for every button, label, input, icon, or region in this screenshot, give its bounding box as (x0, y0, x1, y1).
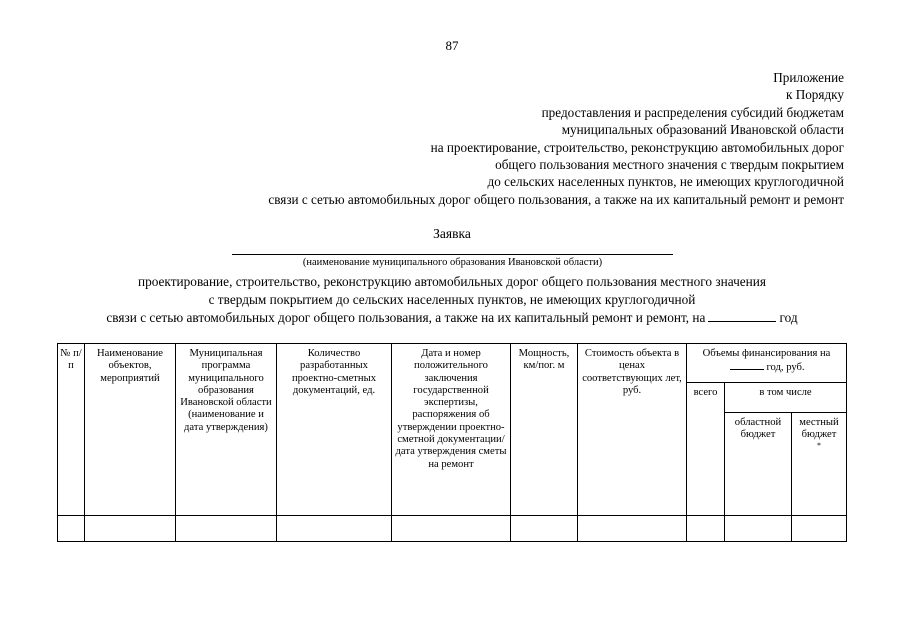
table-cell[interactable] (792, 516, 847, 542)
header-financing-text: Объемы финансирования на (702, 348, 831, 359)
table-cell[interactable] (58, 516, 85, 542)
table-cell[interactable] (176, 516, 277, 542)
table-cell[interactable] (725, 516, 792, 542)
header-regional-budget: областной бюджет (725, 413, 792, 516)
header-local-budget (792, 413, 847, 516)
table-cell[interactable] (277, 516, 392, 542)
subject-line-3-text: связи с сетью автомобильных дорог общего пользования, а также на их капитальный ремонт и ремонт, на (106, 310, 706, 325)
appendix-line: на проектирование, строительство, реконструкцию автомобильных дорог (430, 139, 844, 155)
header-local-budget-text: местный бюджет (799, 417, 839, 441)
appendix-line: общего пользования местного значения с твердым покрытием (495, 157, 844, 173)
subject-line-3 (0, 309, 904, 327)
appendix-line: предоставления и распределения субсидий бюджетам (541, 104, 844, 120)
header-cost: Стоимость объекта в ценах соответствующих лет, руб. (578, 344, 687, 516)
table-cell[interactable] (687, 516, 725, 542)
municipality-name-line[interactable] (232, 254, 673, 255)
appendix-line: муниципальных образований Ивановской области (561, 122, 844, 138)
header-expertise: Дата и номер положительного заключения государственной экспертизы, распоряжения об утверждении проектно-сметной документации/ дата утверждения сметы на ремонт (392, 344, 511, 516)
subject-line-2: с твердым покрытием до сельских населенных пунктов, не имеющих круглогодичной (208, 292, 696, 307)
appendix-line: до сельских населенных пунктов, не имеющих круглогодичной (487, 174, 844, 190)
table-row (58, 516, 847, 542)
header-financing (687, 344, 847, 383)
footnote-mark: * (817, 440, 821, 450)
financing-year-blank[interactable] (730, 360, 764, 370)
header-capacity: Мощность, км/пог. м (511, 344, 578, 516)
header-docs-count: Количество разработанных проектно-сметных документаций, ед. (277, 344, 392, 516)
appendix-line: к Порядку (785, 87, 844, 103)
form-title: Заявка (433, 226, 471, 241)
table-cell[interactable] (578, 516, 687, 542)
table-cell[interactable] (392, 516, 511, 542)
appendix-header (268, 69, 844, 208)
header-program: Муниципальная программа муниципального образования Ивановской области (наименование и дата утверждения) (176, 344, 277, 516)
page-number: 87 (445, 38, 459, 53)
appendix-line: Приложение (773, 70, 844, 85)
subject-line-3-year: год (779, 310, 798, 325)
subject-line-1: проектирование, строительство, реконструкцию автомобильных дорог общего пользования местного значения (137, 274, 767, 289)
year-blank[interactable] (708, 310, 776, 322)
application-table (57, 343, 847, 542)
header-number: № п/п (58, 344, 85, 516)
municipality-name-caption: (наименование муниципального образования Ивановской области) (302, 257, 603, 268)
appendix-line: связи с сетью автомобильных дорог общего пользования, а также на их капитальный ремонт и ремонт (268, 191, 844, 207)
table-cell[interactable] (85, 516, 176, 542)
header-including: в том числе (725, 383, 847, 413)
header-financing-year: год, руб. (766, 362, 805, 374)
header-object-name: Наименование объектов, мероприятий (85, 344, 176, 516)
table-cell[interactable] (511, 516, 578, 542)
form-subject (0, 273, 904, 327)
header-total: всего (687, 383, 725, 516)
